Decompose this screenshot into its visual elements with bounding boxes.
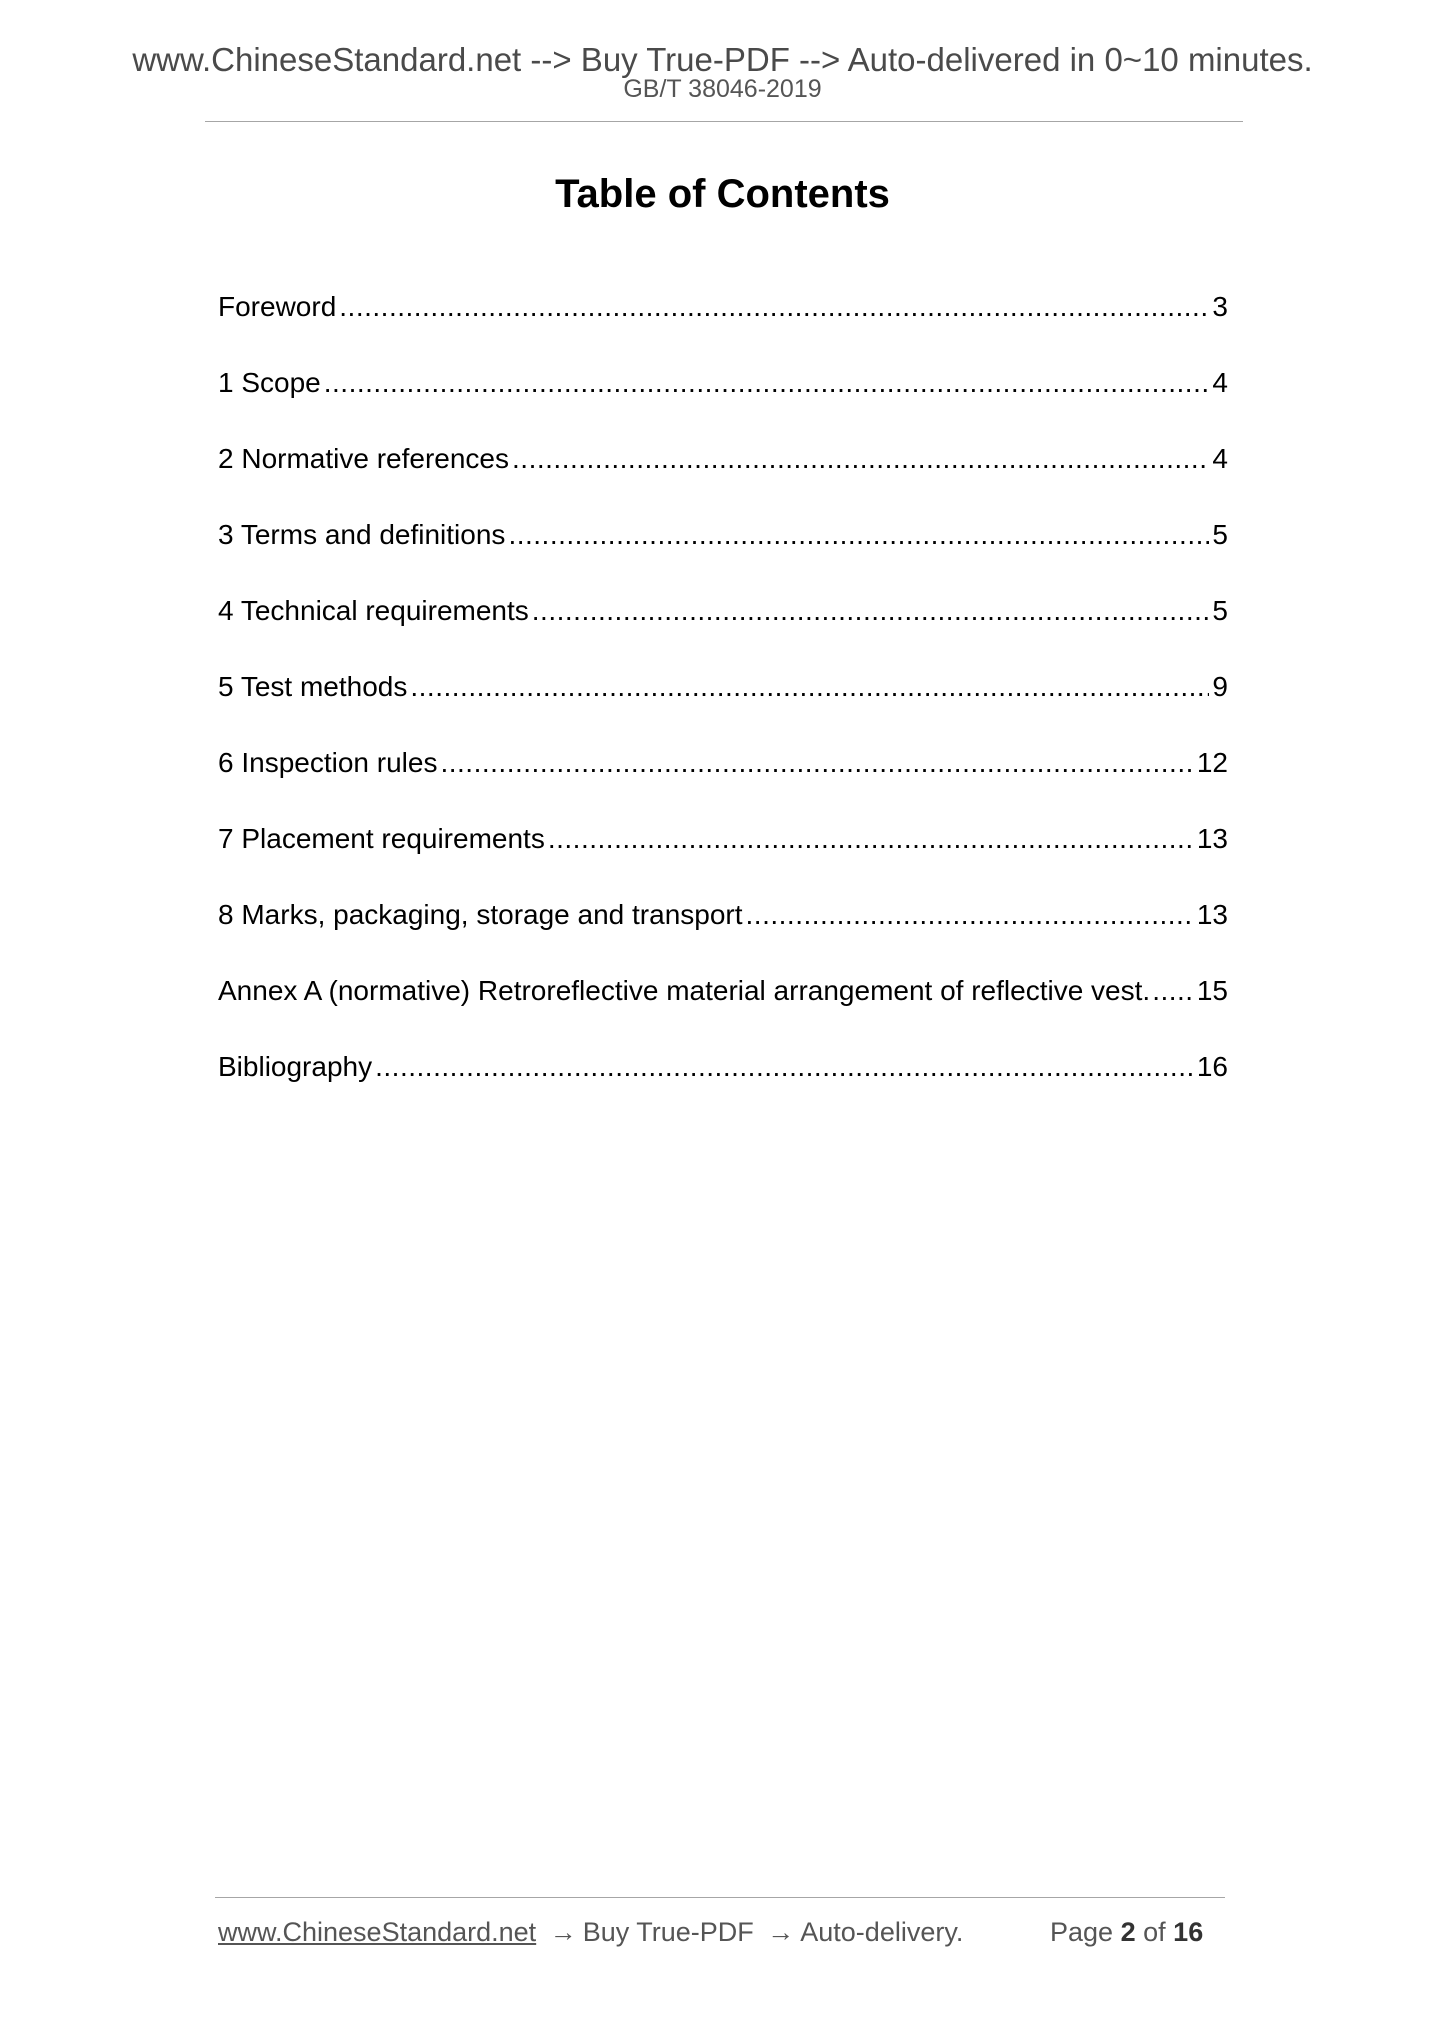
toc-entry-label: 5 Test methods bbox=[218, 671, 408, 702]
toc-entry-page: 4 bbox=[1212, 367, 1228, 398]
toc-entry-label: Annex A (normative) Retroreflective material arrangement of reflective vest. bbox=[218, 975, 1151, 1006]
toc-entry-page: 16 bbox=[1196, 1051, 1228, 1082]
header-divider bbox=[205, 121, 1243, 122]
toc-leader-dots bbox=[375, 1047, 1194, 1087]
footer-buy-text: Buy True-PDF bbox=[582, 1917, 754, 1947]
arrow-right-icon: → bbox=[549, 1917, 577, 1947]
document-code: GB/T 38046-2019 bbox=[623, 75, 822, 103]
toc-entry-page: 3 bbox=[1212, 291, 1228, 322]
toc-entry-label: 2 Normative references bbox=[218, 443, 510, 474]
toc-entry-scope[interactable] bbox=[218, 363, 1228, 439]
toc-entry-label: Bibliography bbox=[218, 1051, 373, 1082]
toc-leader-dots bbox=[410, 667, 1209, 707]
toc-entry-label: 7 Placement requirements bbox=[218, 823, 545, 854]
toc-entry-page: 13 bbox=[1196, 823, 1228, 854]
toc-entry-technical-requirements[interactable] bbox=[218, 591, 1228, 667]
footer-site-link[interactable]: www.ChineseStandard.net bbox=[218, 1917, 537, 1947]
toc-leader-dots bbox=[1152, 971, 1195, 1011]
toc-entry-label: 4 Technical requirements bbox=[218, 595, 529, 626]
footer-promo bbox=[218, 1912, 963, 1952]
toc-leader-dots bbox=[324, 363, 1210, 403]
toc-entry-page: 5 bbox=[1212, 595, 1228, 626]
header-banner: www.ChineseStandard.net --> Buy True-PDF --> Auto-delivered in 0~10 minutes. bbox=[132, 41, 1313, 78]
toc-entry-label: Foreword bbox=[218, 291, 337, 322]
toc-leader-dots bbox=[508, 515, 1209, 555]
toc-leader-dots bbox=[512, 439, 1209, 479]
toc-entry-marks-packaging[interactable] bbox=[218, 895, 1228, 971]
total-pages-number: 16 bbox=[1173, 1917, 1204, 1947]
toc-entry-test-methods[interactable] bbox=[218, 667, 1228, 743]
toc-entry-page: 5 bbox=[1212, 519, 1228, 550]
of-word: of bbox=[1143, 1917, 1166, 1947]
toc-entry-page: 9 bbox=[1212, 671, 1228, 702]
toc-entry-label: 6 Inspection rules bbox=[218, 747, 438, 778]
toc-entry-label: 3 Terms and definitions bbox=[218, 519, 506, 550]
footer-divider bbox=[215, 1897, 1225, 1898]
toc-entry-page: 15 bbox=[1196, 975, 1228, 1006]
toc-leader-dots bbox=[440, 743, 1193, 783]
toc-leader-dots bbox=[746, 895, 1194, 935]
page-indicator bbox=[1050, 1912, 1203, 1952]
current-page-number: 2 bbox=[1120, 1917, 1136, 1947]
toc-entry-normative-references[interactable] bbox=[218, 439, 1228, 515]
toc-entry-placement-requirements[interactable] bbox=[218, 819, 1228, 895]
toc-entry-page: 4 bbox=[1212, 443, 1228, 474]
toc-entry-page: 12 bbox=[1196, 747, 1228, 778]
toc-entry-terms-and-definitions[interactable] bbox=[218, 515, 1228, 591]
toc-entry-foreword[interactable] bbox=[218, 287, 1228, 363]
arrow-right-icon: → bbox=[767, 1917, 795, 1947]
toc-entry-bibliography[interactable] bbox=[218, 1047, 1228, 1123]
toc-leader-dots bbox=[548, 819, 1194, 859]
page-word: Page bbox=[1050, 1917, 1114, 1947]
toc-entry-label: 8 Marks, packaging, storage and transport bbox=[218, 899, 743, 930]
toc-list bbox=[218, 287, 1228, 1123]
toc-leader-dots bbox=[532, 591, 1210, 631]
toc-leader-dots bbox=[339, 287, 1209, 327]
toc-entry-label: 1 Scope bbox=[218, 367, 321, 398]
toc-entry-page: 13 bbox=[1196, 899, 1228, 930]
toc-title: Table of Contents bbox=[555, 172, 890, 216]
toc-entry-inspection-rules[interactable] bbox=[218, 743, 1228, 819]
footer-delivery-text: Auto-delivery. bbox=[800, 1917, 964, 1947]
toc-entry-annex-a[interactable] bbox=[218, 971, 1228, 1047]
